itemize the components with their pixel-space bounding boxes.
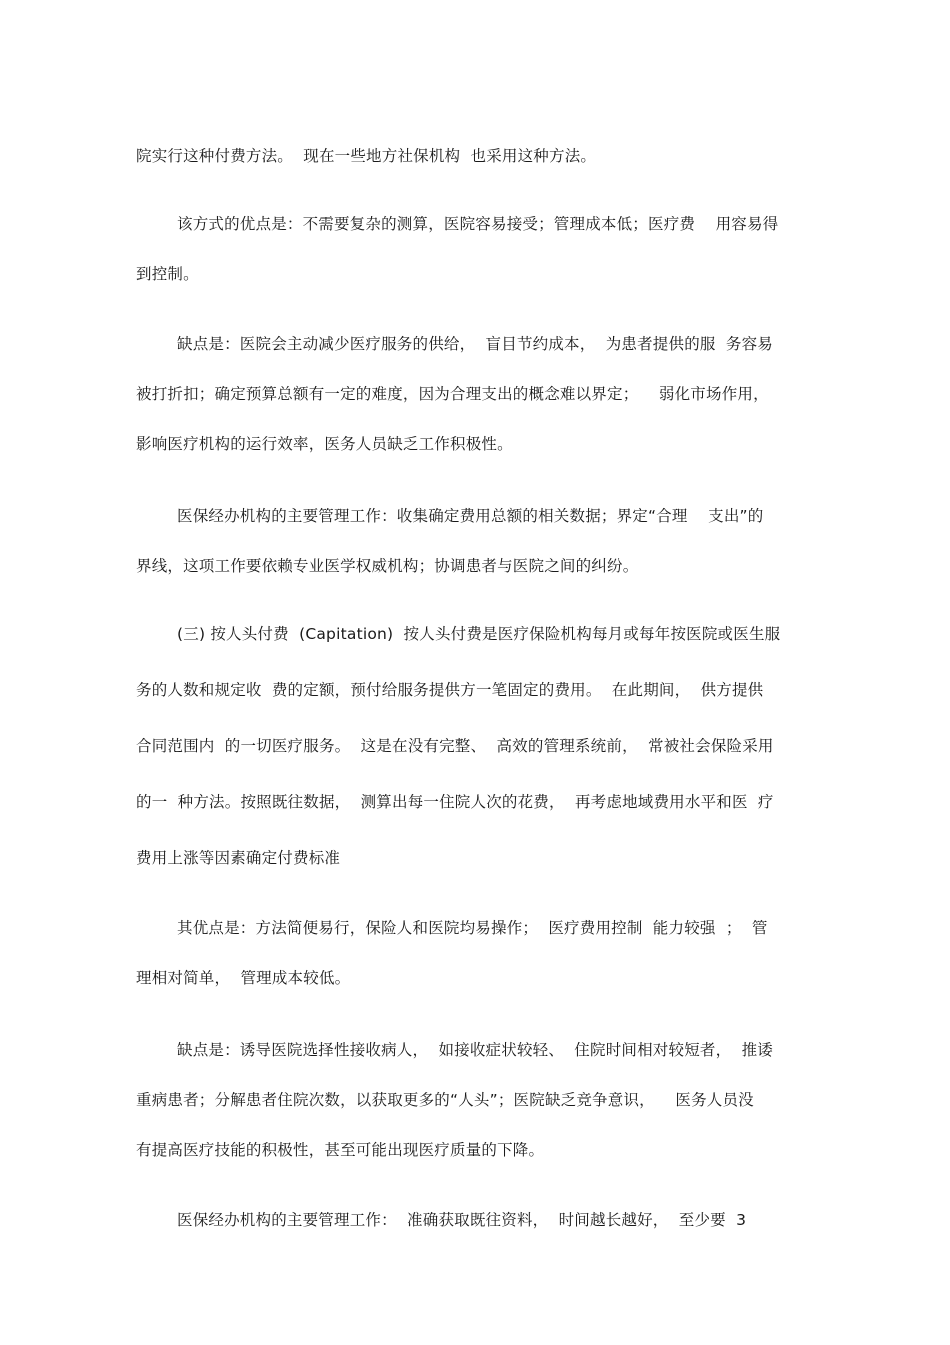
text-line-10: 务的人数和规定收 费的定额，预付给服务提供方一笔固定的费用。 在此期间， 供方提供 <box>136 681 764 699</box>
text-line-9: (三) 按人头付费 (Capitation) 按人头付费是医疗保险机构每月或每年按医院或医生服 <box>177 625 781 643</box>
text-line-3: 到控制。 <box>136 265 199 283</box>
text-line-13: 费用上涨等因素确定付费标准 <box>136 849 341 867</box>
text-line-5: 被打折扣；确定预算总额有一定的难度，因为合理支出的概念难以界定； 弱化市场作用， <box>136 385 769 403</box>
text-line-6: 影响医疗机构的运行效率，医务人员缺乏工作积极性。 <box>136 435 513 453</box>
text-line-11: 合同范围内 的一切医疗服务。 这是在没有完整、 高效的管理系统前， 常被社会保险采用 <box>136 737 774 755</box>
text-line-18: 有提高医疗技能的积极性，甚至可能出现医疗质量的下降。 <box>136 1141 545 1159</box>
text-line-12: 的一 种方法。按照既往数据， 测算出每一住院人次的花费， 再考虑地域费用水平和医 疗 <box>136 793 774 811</box>
text-line-2: 该方式的优点是：不需要复杂的测算，医院容易接受；管理成本低；医疗费 用容易得 <box>177 215 779 233</box>
text-line-14: 其优点是：方法简便易行，保险人和医院均易操作； 医疗费用控制 能力较强 ； 管 <box>177 919 768 937</box>
text-line-19: 医保经办机构的主要管理工作： 准确获取既往资料， 时间越长越好， 至少要 3 <box>177 1211 747 1229</box>
text-line-16: 缺点是：诱导医院选择性接收病人， 如接收症状较轻、 住院时间相对较短者， 推诿 <box>177 1041 773 1059</box>
text-line-15: 理相对简单， 管理成本较低。 <box>136 969 351 987</box>
text-line-4: 缺点是：医院会主动减少医疗服务的供给， 盲目节约成本， 为患者提供的服 务容易 <box>177 335 773 353</box>
text-line-7: 医保经办机构的主要管理工作：收集确定费用总额的相关数据；界定“合理 支出”的 <box>177 507 764 525</box>
text-line-1: 院实行这种付费方法。 现在一些地方社保机构 也采用这种方法。 <box>136 147 597 165</box>
text-line-17: 重病患者；分解患者住院次数，以获取更多的“人头”；医院缺乏竞争意识， 医务人员没 <box>136 1091 754 1109</box>
text-line-8: 界线，这项工作要依赖专业医学权威机构；协调患者与医院之间的纠纷。 <box>136 557 639 575</box>
